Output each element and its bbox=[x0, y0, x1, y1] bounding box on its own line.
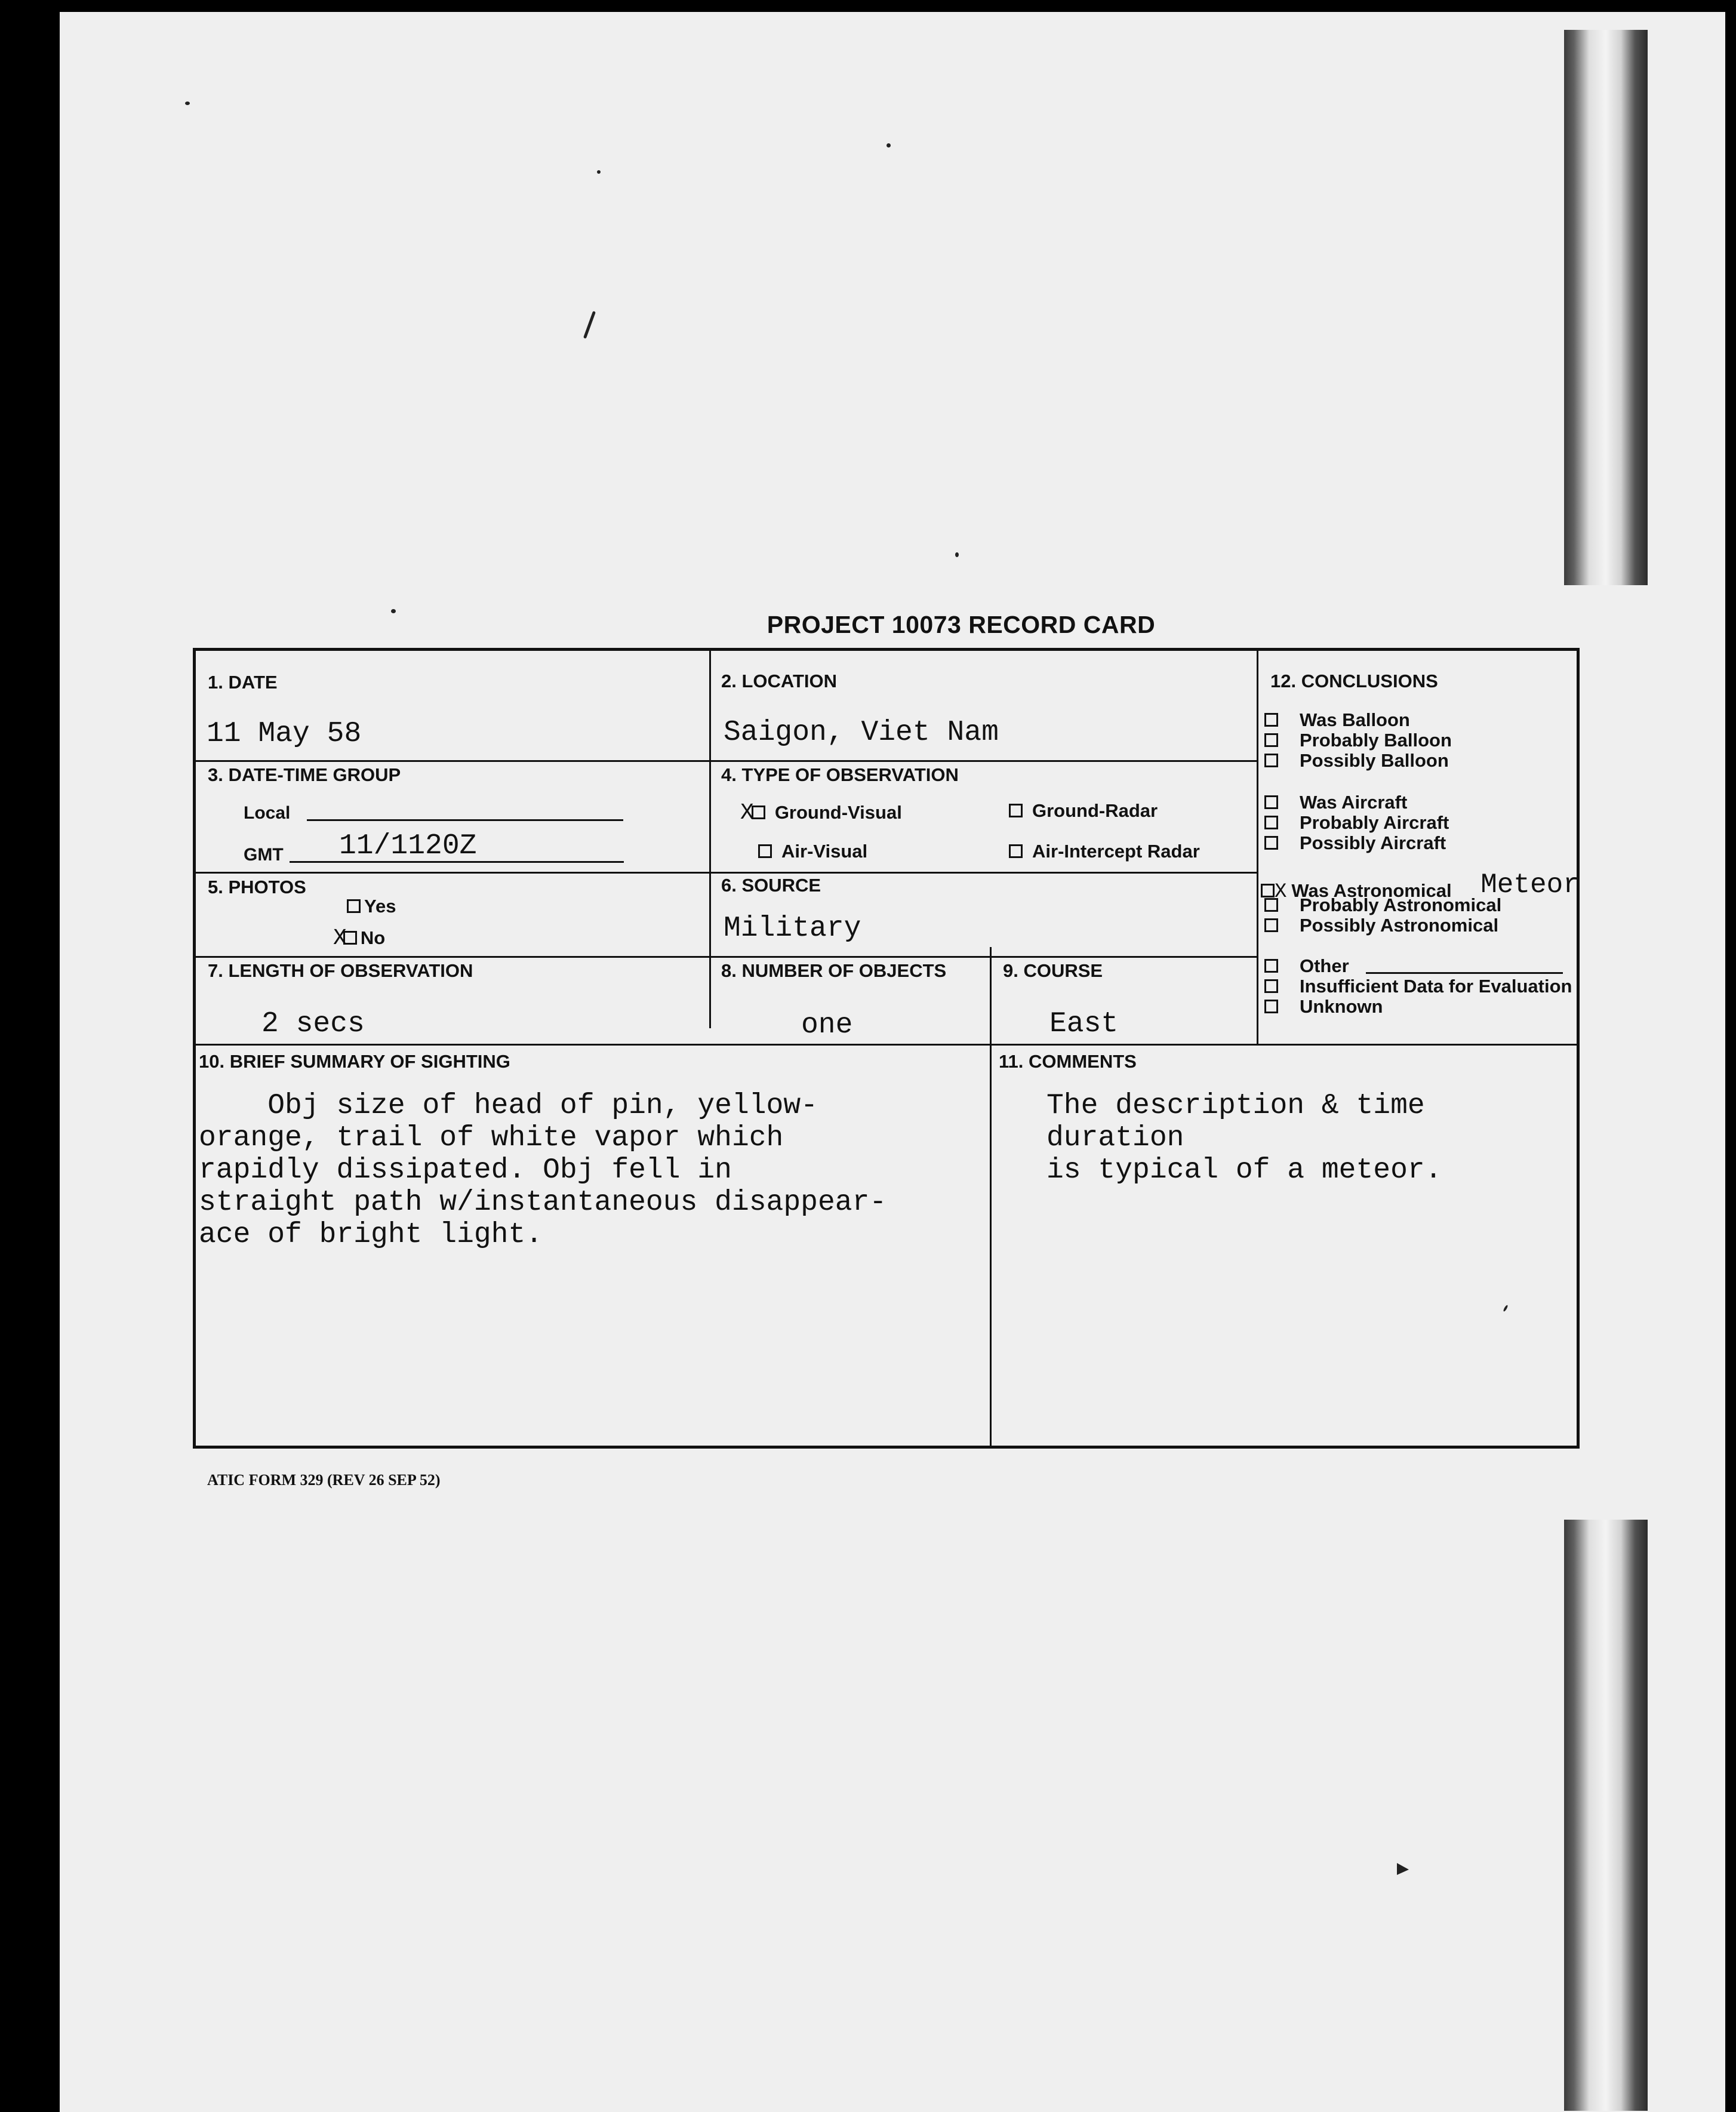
form-footer: ATIC FORM 329 (REV 26 SEP 52) bbox=[207, 1471, 441, 1489]
comments-text: The description & time duration is typical of a meteor. bbox=[1046, 1090, 1442, 1186]
astronomical-note: Meteor bbox=[1480, 869, 1580, 900]
checkmark: X bbox=[1275, 881, 1287, 903]
checkbox-icon bbox=[1009, 844, 1023, 858]
divider bbox=[196, 872, 1257, 874]
divider bbox=[196, 760, 1257, 762]
checkmark: X bbox=[740, 800, 754, 826]
local-label: Local bbox=[244, 803, 291, 823]
checkbox-icon bbox=[1264, 959, 1278, 973]
scan-speck bbox=[583, 311, 596, 339]
scan-speck bbox=[597, 170, 601, 174]
conclusions-label: 12. CONCLUSIONS bbox=[1270, 671, 1438, 691]
gmt-value: 11/1120Z bbox=[339, 830, 477, 862]
option-ground-visual: X Ground-Visual bbox=[740, 800, 902, 826]
other-line bbox=[1366, 972, 1563, 974]
checkbox-icon bbox=[1264, 795, 1278, 809]
document-title: PROJECT 10073 RECORD CARD bbox=[767, 611, 1156, 638]
date-value: 11 May 58 bbox=[207, 718, 362, 750]
length-of-observation-value: 2 secs bbox=[261, 1008, 365, 1040]
brief-summary-label: 10. BRIEF SUMMARY OF SIGHTING bbox=[199, 1051, 510, 1072]
source-value: Military bbox=[724, 912, 861, 945]
checkbox-icon bbox=[1264, 1000, 1278, 1013]
conclusion-other: Other bbox=[1264, 955, 1349, 977]
gmt-label: GMT bbox=[244, 845, 284, 865]
conclusion-insufficient-data: Insufficient Data for Evaluation bbox=[1264, 976, 1572, 997]
conclusion-probably-balloon: Probably Balloon bbox=[1264, 730, 1452, 751]
checkbox-icon bbox=[1264, 918, 1278, 932]
conclusion-unknown: Unknown bbox=[1264, 996, 1383, 1017]
record-card bbox=[193, 648, 1580, 1449]
checkbox-icon bbox=[1264, 733, 1278, 747]
brief-summary-text: Obj size of head of pin, yellow- orange, trail of white vapor which rapidly dissipated. Obj fell in straight path w/instantaneous disappear- ace of bright light. bbox=[199, 1090, 887, 1251]
option-air-intercept-radar: Air-Intercept Radar bbox=[1009, 841, 1200, 862]
checkbox-icon bbox=[1264, 754, 1278, 767]
conclusion-possibly-aircraft: Possibly Aircraft bbox=[1264, 832, 1446, 854]
checkbox-icon bbox=[1264, 836, 1278, 850]
checkbox-icon bbox=[1009, 804, 1023, 817]
checkbox-icon bbox=[758, 844, 772, 858]
number-of-objects-value: one bbox=[801, 1009, 853, 1041]
type-of-observation-label: 4. TYPE OF OBSERVATION bbox=[721, 764, 959, 785]
photos-label: 5. PHOTOS bbox=[208, 877, 306, 897]
course-label: 9. COURSE bbox=[1003, 960, 1103, 981]
binder-shadow-bottom bbox=[1564, 1520, 1648, 2111]
local-line bbox=[307, 819, 623, 821]
date-time-group-label: 3. DATE-TIME GROUP bbox=[208, 764, 401, 785]
checkbox-icon bbox=[1264, 898, 1278, 912]
binder-shadow-top bbox=[1564, 30, 1648, 585]
checkmark: X bbox=[333, 926, 347, 951]
scan-speck bbox=[1397, 1863, 1409, 1875]
divider bbox=[196, 1044, 1580, 1046]
option-air-visual: Air-Visual bbox=[758, 841, 867, 862]
conclusion-probably-aircraft: Probably Aircraft bbox=[1264, 812, 1449, 834]
source-label: 6. SOURCE bbox=[721, 875, 821, 896]
divider bbox=[709, 651, 711, 1028]
date-label: 1. DATE bbox=[208, 672, 278, 693]
checkbox-icon bbox=[347, 899, 361, 913]
checkbox-icon bbox=[343, 931, 357, 945]
scan-speck bbox=[955, 552, 959, 557]
checkbox-icon bbox=[752, 806, 765, 819]
divider bbox=[990, 947, 992, 1449]
divider bbox=[196, 956, 1257, 958]
checkbox-icon bbox=[1264, 713, 1278, 727]
number-of-objects-label: 8. NUMBER OF OBJECTS bbox=[721, 960, 947, 981]
option-ground-radar: Ground-Radar bbox=[1009, 800, 1158, 822]
scan-speck bbox=[185, 102, 190, 105]
comments-label: 11. COMMENTS bbox=[999, 1051, 1137, 1072]
conclusion-was-astronomical: X Was Astronomical Meteor bbox=[1261, 874, 1580, 905]
scan-speck bbox=[887, 143, 891, 147]
location-value: Saigon, Viet Nam bbox=[724, 717, 999, 749]
checkbox-icon bbox=[1264, 979, 1278, 993]
divider bbox=[1257, 651, 1258, 1045]
location-label: 2. LOCATION bbox=[721, 671, 838, 691]
photos-no: X No bbox=[333, 926, 386, 951]
conclusion-possibly-astronomical: Possibly Astronomical bbox=[1264, 915, 1498, 936]
conclusion-probably-astronomical: Probably Astronomical bbox=[1264, 894, 1501, 916]
course-value: East bbox=[1049, 1008, 1119, 1040]
conclusion-was-balloon: Was Balloon bbox=[1264, 709, 1410, 731]
checkbox-icon bbox=[1264, 816, 1278, 829]
conclusion-possibly-balloon: Possibly Balloon bbox=[1264, 750, 1449, 771]
photos-yes: Yes bbox=[347, 896, 396, 917]
length-of-observation-label: 7. LENGTH OF OBSERVATION bbox=[208, 960, 473, 981]
scan-border-left bbox=[0, 0, 60, 2112]
conclusion-was-aircraft: Was Aircraft bbox=[1264, 792, 1407, 813]
